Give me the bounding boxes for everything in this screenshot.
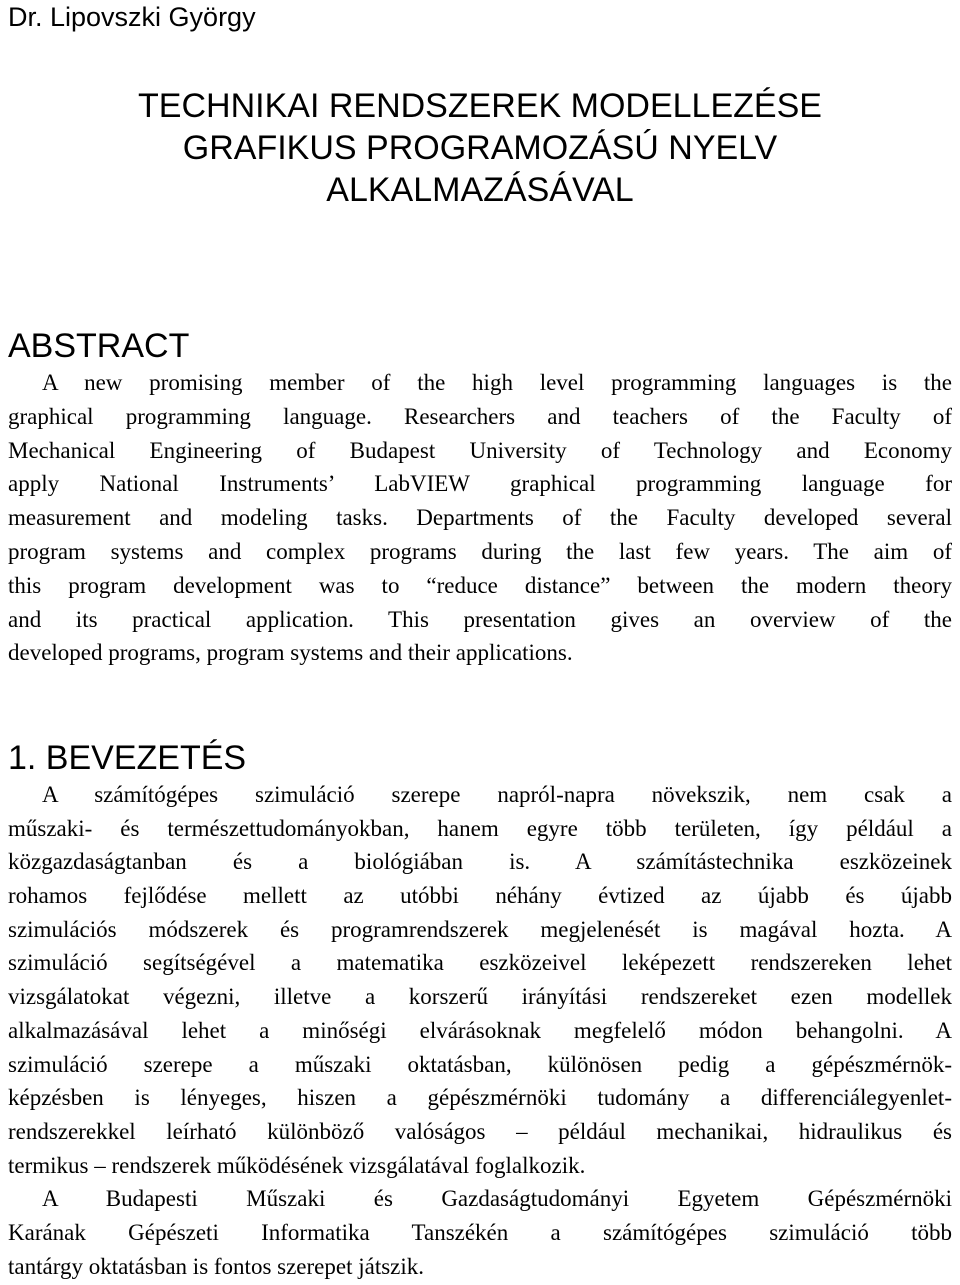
paper-title	[0, 85, 960, 211]
abstract-line: measurement and modeling tasks. Departments of the Faculty developed several	[8, 505, 952, 531]
title-line: GRAFIKUS PROGRAMOZÁSÚ NYELV	[182, 129, 778, 167]
intro-line: képzésben is lényeges, hiszen a gépészmérnöki tudomány a differenciálegyenlet-	[8, 1085, 952, 1111]
intro-line: szimulációs módszerek és programrendszerek megjelenését is magával hozta. A	[8, 916, 952, 942]
intro-line: szimuláció szerepe a műszaki oktatásban, különösen pedig a gépészmérnök-	[8, 1051, 952, 1077]
abstract-line: A new promising member of the high level programming languages is the	[42, 370, 952, 395]
abstract-line: and its practical application. This presentation gives an overview of the	[8, 606, 952, 632]
intro-line: rohamos fejlődése mellett az utóbbi néhány évtized az újabb és újabb	[8, 883, 952, 909]
intro-line: A számítógépes szimuláció szerepe napról-napra növekszik, nem csak a	[42, 782, 952, 807]
abstract-line: developed programs, program systems and their applications.	[8, 640, 573, 666]
abstract-line: program systems and complex programs during the last few years. The aim of	[8, 538, 952, 564]
abstract-line: Mechanical Engineering of Budapest University of Technology and Economy	[8, 437, 952, 463]
abstract-heading: ABSTRACT	[8, 327, 190, 365]
intro-line: termikus – rendszerek működésének vizsgálatával foglalkozik.	[8, 1152, 586, 1178]
intro-line: rendszerekkel leírható különböző valóságos – például mechanikai, hidraulikus és	[8, 1118, 952, 1144]
intro-line: közgazdaságtanban és a biológiában is. A számítástechnika eszközeinek	[8, 849, 952, 875]
intro-line: tantárgy oktatásban is fontos szerepet játszik.	[8, 1253, 425, 1279]
intro-line: alkalmazásával lehet a minőségi elvárásoknak megfelelő módon behangolni. A	[8, 1017, 952, 1043]
abstract-line: this program development was to “reduce distance” between the modern theory	[8, 572, 952, 598]
intro-line: vizsgálatokat végezni, illetve a korszerű irányítási rendszereket ezen modellek	[8, 984, 952, 1010]
author-name: Dr. Lipovszki György	[8, 2, 256, 32]
intro-line: szimuláció segítségével a matematika eszközeivel leképezett rendszereken lehet	[8, 950, 952, 976]
section-heading: 1. BEVEZETÉS	[8, 739, 247, 777]
abstract-line: apply National Instruments’ LabVIEW graphical programming language for	[8, 471, 952, 497]
intro-paragraph	[8, 778, 952, 1283]
intro-line: A Budapesti Műszaki és Gazdaságtudományi Egyetem Gépészmérnöki	[42, 1186, 952, 1212]
title-line: TECHNIKAI RENDSZEREK MODELLEZÉSE	[138, 87, 822, 125]
intro-line: műszaki- és természettudományokban, hanem egyre több területen, így például a	[8, 815, 952, 841]
abstract-line: graphical programming language. Researchers and teachers of the Faculty of	[8, 403, 952, 429]
title-line: ALKALMAZÁSÁVAL	[326, 171, 634, 209]
abstract-paragraph	[8, 366, 952, 670]
intro-line: Karának Gépészeti Informatika Tanszékén a számítógépes szimuláció több	[8, 1219, 952, 1245]
